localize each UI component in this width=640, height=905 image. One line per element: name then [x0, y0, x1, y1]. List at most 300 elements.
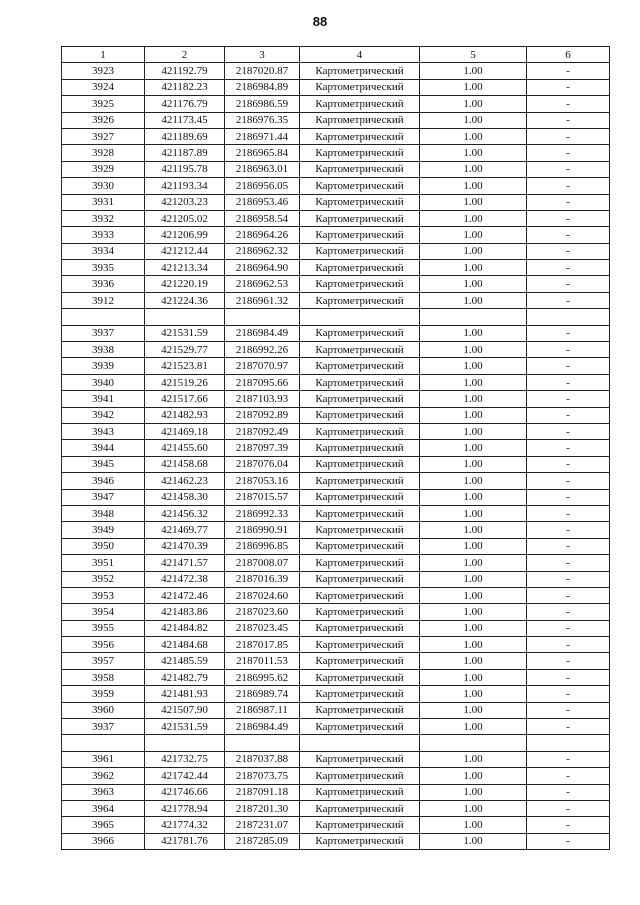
y-coordinate-cell: 2186964.90 — [225, 260, 300, 276]
table-row — [62, 456, 610, 472]
x-coordinate-cell: 421482.93 — [145, 407, 225, 423]
method-cell: Картометрический — [300, 407, 420, 423]
accuracy-cell: 1.00 — [420, 391, 527, 407]
table-row — [62, 620, 610, 636]
y-coordinate-cell: 2187091.18 — [225, 784, 300, 800]
method-cell: Картометрический — [300, 571, 420, 587]
table-header-row — [62, 47, 610, 63]
method-cell: Картометрический — [300, 227, 420, 243]
method-cell: Картометрический — [300, 161, 420, 177]
table-row — [62, 260, 610, 276]
empty-cell — [62, 735, 145, 751]
note-cell: - — [527, 522, 610, 538]
accuracy-cell: 1.00 — [420, 325, 527, 341]
empty-cell — [420, 309, 527, 325]
group-separator-row — [62, 735, 610, 751]
note-cell: - — [527, 702, 610, 718]
y-coordinate-cell: 2186984.49 — [225, 325, 300, 341]
point-number-cell: 3957 — [62, 653, 145, 669]
y-coordinate-cell: 2186984.49 — [225, 719, 300, 735]
note-cell: - — [527, 260, 610, 276]
method-cell: Картометрический — [300, 96, 420, 112]
point-number-cell: 3950 — [62, 538, 145, 554]
y-coordinate-cell: 2186992.26 — [225, 342, 300, 358]
note-cell: - — [527, 653, 610, 669]
y-coordinate-cell: 2186996.85 — [225, 538, 300, 554]
point-number-cell: 3959 — [62, 686, 145, 702]
method-cell: Картометрический — [300, 833, 420, 849]
y-coordinate-cell: 2186962.32 — [225, 243, 300, 259]
method-cell: Картометрический — [300, 292, 420, 308]
point-number-cell: 3966 — [62, 833, 145, 849]
point-number-cell: 3932 — [62, 210, 145, 226]
x-coordinate-cell: 421485.59 — [145, 653, 225, 669]
method-cell: Картометрический — [300, 768, 420, 784]
method-cell: Картометрический — [300, 276, 420, 292]
empty-cell — [420, 735, 527, 751]
table-row — [62, 178, 610, 194]
method-cell: Картометрический — [300, 751, 420, 767]
y-coordinate-cell: 2187020.87 — [225, 63, 300, 79]
column-header: 3 — [225, 47, 300, 63]
y-coordinate-cell: 2187231.07 — [225, 817, 300, 833]
note-cell: - — [527, 161, 610, 177]
empty-cell — [145, 309, 225, 325]
x-coordinate-cell: 421192.79 — [145, 63, 225, 79]
y-coordinate-cell: 2187024.60 — [225, 587, 300, 603]
empty-cell — [225, 309, 300, 325]
table-row — [62, 555, 610, 571]
column-header: 2 — [145, 47, 225, 63]
y-coordinate-cell: 2186984.89 — [225, 79, 300, 95]
x-coordinate-cell: 421507.90 — [145, 702, 225, 718]
x-coordinate-cell: 421455.60 — [145, 440, 225, 456]
point-number-cell: 3923 — [62, 63, 145, 79]
x-coordinate-cell: 421176.79 — [145, 96, 225, 112]
method-cell: Картометрический — [300, 653, 420, 669]
group-separator-row — [62, 309, 610, 325]
method-cell: Картометрический — [300, 719, 420, 735]
y-coordinate-cell: 2187023.60 — [225, 604, 300, 620]
accuracy-cell: 1.00 — [420, 784, 527, 800]
table-row — [62, 669, 610, 685]
method-cell: Картометрический — [300, 260, 420, 276]
point-number-cell: 3927 — [62, 128, 145, 144]
x-coordinate-cell: 421774.32 — [145, 817, 225, 833]
point-number-cell: 3926 — [62, 112, 145, 128]
accuracy-cell: 1.00 — [420, 440, 527, 456]
note-cell: - — [527, 768, 610, 784]
y-coordinate-cell: 2187201.30 — [225, 800, 300, 816]
table-row — [62, 145, 610, 161]
method-cell: Картометрический — [300, 325, 420, 341]
note-cell: - — [527, 751, 610, 767]
table-row — [62, 423, 610, 439]
note-cell: - — [527, 178, 610, 194]
table-row — [62, 817, 610, 833]
note-cell: - — [527, 243, 610, 259]
accuracy-cell: 1.00 — [420, 686, 527, 702]
note-cell: - — [527, 79, 610, 95]
method-cell: Картометрический — [300, 358, 420, 374]
accuracy-cell: 1.00 — [420, 243, 527, 259]
x-coordinate-cell: 421742.44 — [145, 768, 225, 784]
method-cell: Картометрический — [300, 423, 420, 439]
x-coordinate-cell: 421187.89 — [145, 145, 225, 161]
point-number-cell: 3947 — [62, 489, 145, 505]
accuracy-cell: 1.00 — [420, 178, 527, 194]
point-number-cell: 3964 — [62, 800, 145, 816]
point-number-cell: 3961 — [62, 751, 145, 767]
table-row — [62, 538, 610, 554]
y-coordinate-cell: 2186990.91 — [225, 522, 300, 538]
table-row — [62, 374, 610, 390]
point-number-cell: 3940 — [62, 374, 145, 390]
point-number-cell: 3963 — [62, 784, 145, 800]
point-number-cell: 3954 — [62, 604, 145, 620]
method-cell: Картометрический — [300, 538, 420, 554]
x-coordinate-cell: 421213.34 — [145, 260, 225, 276]
accuracy-cell: 1.00 — [420, 505, 527, 521]
y-coordinate-cell: 2187053.16 — [225, 473, 300, 489]
accuracy-cell: 1.00 — [420, 620, 527, 636]
table-row — [62, 128, 610, 144]
x-coordinate-cell: 421458.30 — [145, 489, 225, 505]
table-row — [62, 440, 610, 456]
x-coordinate-cell: 421224.36 — [145, 292, 225, 308]
note-cell: - — [527, 637, 610, 653]
method-cell: Картометрический — [300, 440, 420, 456]
column-header: 5 — [420, 47, 527, 63]
note-cell: - — [527, 620, 610, 636]
table-row — [62, 686, 610, 702]
note-cell: - — [527, 63, 610, 79]
x-coordinate-cell: 421206.99 — [145, 227, 225, 243]
point-number-cell: 3941 — [62, 391, 145, 407]
y-coordinate-cell: 2187008.07 — [225, 555, 300, 571]
y-coordinate-cell: 2187037.88 — [225, 751, 300, 767]
table-row — [62, 833, 610, 849]
point-number-cell: 3960 — [62, 702, 145, 718]
table-row — [62, 161, 610, 177]
x-coordinate-cell: 421517.66 — [145, 391, 225, 407]
y-coordinate-cell: 2187103.93 — [225, 391, 300, 407]
y-coordinate-cell: 2187095.66 — [225, 374, 300, 390]
method-cell: Картометрический — [300, 128, 420, 144]
accuracy-cell: 1.00 — [420, 374, 527, 390]
column-header: 4 — [300, 47, 420, 63]
empty-cell — [145, 735, 225, 751]
x-coordinate-cell: 421458.68 — [145, 456, 225, 472]
accuracy-cell: 1.00 — [420, 473, 527, 489]
y-coordinate-cell: 2187097.39 — [225, 440, 300, 456]
y-coordinate-cell: 2187092.49 — [225, 423, 300, 439]
accuracy-cell: 1.00 — [420, 522, 527, 538]
empty-cell — [225, 735, 300, 751]
note-cell: - — [527, 342, 610, 358]
point-number-cell: 3934 — [62, 243, 145, 259]
table-row — [62, 604, 610, 620]
table-row — [62, 79, 610, 95]
x-coordinate-cell: 421472.46 — [145, 587, 225, 603]
point-number-cell: 3962 — [62, 768, 145, 784]
point-number-cell: 3938 — [62, 342, 145, 358]
accuracy-cell: 1.00 — [420, 63, 527, 79]
point-number-cell: 3949 — [62, 522, 145, 538]
table-row — [62, 227, 610, 243]
method-cell: Картометрический — [300, 210, 420, 226]
method-cell: Картометрический — [300, 669, 420, 685]
point-number-cell: 3937 — [62, 719, 145, 735]
table-row — [62, 571, 610, 587]
note-cell: - — [527, 128, 610, 144]
accuracy-cell: 1.00 — [420, 702, 527, 718]
table-row — [62, 358, 610, 374]
y-coordinate-cell: 2187023.45 — [225, 620, 300, 636]
y-coordinate-cell: 2186953.46 — [225, 194, 300, 210]
accuracy-cell: 1.00 — [420, 128, 527, 144]
x-coordinate-cell: 421205.02 — [145, 210, 225, 226]
point-number-cell: 3933 — [62, 227, 145, 243]
point-number-cell: 3930 — [62, 178, 145, 194]
x-coordinate-cell: 421531.59 — [145, 325, 225, 341]
x-coordinate-cell: 421484.68 — [145, 637, 225, 653]
y-coordinate-cell: 2186971.44 — [225, 128, 300, 144]
note-cell: - — [527, 456, 610, 472]
accuracy-cell: 1.00 — [420, 145, 527, 161]
note-cell: - — [527, 374, 610, 390]
y-coordinate-cell: 2186961.32 — [225, 292, 300, 308]
accuracy-cell: 1.00 — [420, 669, 527, 685]
note-cell: - — [527, 817, 610, 833]
empty-cell — [300, 735, 420, 751]
accuracy-cell: 1.00 — [420, 456, 527, 472]
table-row — [62, 751, 610, 767]
x-coordinate-cell: 421746.66 — [145, 784, 225, 800]
method-cell: Картометрический — [300, 702, 420, 718]
note-cell: - — [527, 800, 610, 816]
note-cell: - — [527, 686, 610, 702]
method-cell: Картометрический — [300, 342, 420, 358]
method-cell: Картометрический — [300, 800, 420, 816]
table-row — [62, 522, 610, 538]
note-cell: - — [527, 587, 610, 603]
note-cell: - — [527, 440, 610, 456]
table-row — [62, 210, 610, 226]
table-row — [62, 325, 610, 341]
table-row — [62, 800, 610, 816]
accuracy-cell: 1.00 — [420, 571, 527, 587]
table-row — [62, 702, 610, 718]
table-body — [62, 63, 610, 850]
point-number-cell: 3937 — [62, 325, 145, 341]
point-number-cell: 3946 — [62, 473, 145, 489]
table-row — [62, 473, 610, 489]
note-cell: - — [527, 145, 610, 161]
note-cell: - — [527, 571, 610, 587]
accuracy-cell: 1.00 — [420, 358, 527, 374]
x-coordinate-cell: 421519.26 — [145, 374, 225, 390]
table-row — [62, 112, 610, 128]
y-coordinate-cell: 2187092.89 — [225, 407, 300, 423]
point-number-cell: 3939 — [62, 358, 145, 374]
method-cell: Картометрический — [300, 505, 420, 521]
x-coordinate-cell: 421531.59 — [145, 719, 225, 735]
x-coordinate-cell: 421481.93 — [145, 686, 225, 702]
table-row — [62, 63, 610, 79]
point-number-cell: 3943 — [62, 423, 145, 439]
method-cell: Картометрический — [300, 456, 420, 472]
y-coordinate-cell: 2186992.33 — [225, 505, 300, 521]
note-cell: - — [527, 719, 610, 735]
x-coordinate-cell: 421220.19 — [145, 276, 225, 292]
note-cell: - — [527, 604, 610, 620]
accuracy-cell: 1.00 — [420, 653, 527, 669]
x-coordinate-cell: 421732.75 — [145, 751, 225, 767]
accuracy-cell: 1.00 — [420, 227, 527, 243]
note-cell: - — [527, 669, 610, 685]
accuracy-cell: 1.00 — [420, 194, 527, 210]
point-number-cell: 3929 — [62, 161, 145, 177]
x-coordinate-cell: 421523.81 — [145, 358, 225, 374]
method-cell: Картометрический — [300, 555, 420, 571]
accuracy-cell: 1.00 — [420, 751, 527, 767]
x-coordinate-cell: 421529.77 — [145, 342, 225, 358]
note-cell: - — [527, 210, 610, 226]
table-row — [62, 96, 610, 112]
note-cell: - — [527, 292, 610, 308]
method-cell: Картометрический — [300, 178, 420, 194]
point-number-cell: 3925 — [62, 96, 145, 112]
point-number-cell: 3944 — [62, 440, 145, 456]
point-number-cell: 3945 — [62, 456, 145, 472]
y-coordinate-cell: 2186989.74 — [225, 686, 300, 702]
point-number-cell: 3936 — [62, 276, 145, 292]
x-coordinate-cell: 421212.44 — [145, 243, 225, 259]
point-number-cell: 3965 — [62, 817, 145, 833]
method-cell: Картометрический — [300, 587, 420, 603]
y-coordinate-cell: 2187016.39 — [225, 571, 300, 587]
table-row — [62, 653, 610, 669]
empty-cell — [527, 735, 610, 751]
column-header: 6 — [527, 47, 610, 63]
x-coordinate-cell: 421471.57 — [145, 555, 225, 571]
x-coordinate-cell: 421778.94 — [145, 800, 225, 816]
method-cell: Картометрический — [300, 637, 420, 653]
method-cell: Картометрический — [300, 784, 420, 800]
table-row — [62, 407, 610, 423]
table-row — [62, 784, 610, 800]
table-row — [62, 587, 610, 603]
accuracy-cell: 1.00 — [420, 637, 527, 653]
method-cell: Картометрический — [300, 489, 420, 505]
x-coordinate-cell: 421469.18 — [145, 423, 225, 439]
table-row — [62, 768, 610, 784]
y-coordinate-cell: 2186986.59 — [225, 96, 300, 112]
method-cell: Картометрический — [300, 112, 420, 128]
method-cell: Картометрический — [300, 79, 420, 95]
note-cell: - — [527, 555, 610, 571]
accuracy-cell: 1.00 — [420, 161, 527, 177]
point-number-cell: 3942 — [62, 407, 145, 423]
note-cell: - — [527, 784, 610, 800]
point-number-cell: 3953 — [62, 587, 145, 603]
point-number-cell: 3912 — [62, 292, 145, 308]
empty-cell — [300, 309, 420, 325]
table-row — [62, 391, 610, 407]
table-row — [62, 505, 610, 521]
method-cell: Картометрический — [300, 473, 420, 489]
y-coordinate-cell: 2186987.11 — [225, 702, 300, 718]
note-cell: - — [527, 276, 610, 292]
point-number-cell: 3958 — [62, 669, 145, 685]
table-row — [62, 243, 610, 259]
y-coordinate-cell: 2186995.62 — [225, 669, 300, 685]
y-coordinate-cell: 2187015.57 — [225, 489, 300, 505]
point-number-cell: 3952 — [62, 571, 145, 587]
accuracy-cell: 1.00 — [420, 260, 527, 276]
method-cell: Картометрический — [300, 243, 420, 259]
y-coordinate-cell: 2187070.97 — [225, 358, 300, 374]
note-cell: - — [527, 112, 610, 128]
accuracy-cell: 1.00 — [420, 342, 527, 358]
method-cell: Картометрический — [300, 620, 420, 636]
y-coordinate-cell: 2186963.01 — [225, 161, 300, 177]
x-coordinate-cell: 421189.69 — [145, 128, 225, 144]
point-number-cell: 3935 — [62, 260, 145, 276]
accuracy-cell: 1.00 — [420, 423, 527, 439]
point-number-cell: 3951 — [62, 555, 145, 571]
table-row — [62, 292, 610, 308]
table-row — [62, 194, 610, 210]
accuracy-cell: 1.00 — [420, 96, 527, 112]
note-cell: - — [527, 538, 610, 554]
accuracy-cell: 1.00 — [420, 833, 527, 849]
method-cell: Картометрический — [300, 686, 420, 702]
accuracy-cell: 1.00 — [420, 489, 527, 505]
y-coordinate-cell: 2187285.09 — [225, 833, 300, 849]
x-coordinate-cell: 421483.86 — [145, 604, 225, 620]
note-cell: - — [527, 194, 610, 210]
y-coordinate-cell: 2187017.85 — [225, 637, 300, 653]
table-row — [62, 637, 610, 653]
method-cell: Картометрический — [300, 63, 420, 79]
x-coordinate-cell: 421472.38 — [145, 571, 225, 587]
y-coordinate-cell: 2186965.84 — [225, 145, 300, 161]
point-number-cell: 3955 — [62, 620, 145, 636]
x-coordinate-cell: 421781.76 — [145, 833, 225, 849]
column-header: 1 — [62, 47, 145, 63]
y-coordinate-cell: 2186956.05 — [225, 178, 300, 194]
accuracy-cell: 1.00 — [420, 800, 527, 816]
y-coordinate-cell: 2187011.53 — [225, 653, 300, 669]
x-coordinate-cell: 421203.23 — [145, 194, 225, 210]
table-row — [62, 489, 610, 505]
accuracy-cell: 1.00 — [420, 538, 527, 554]
note-cell: - — [527, 505, 610, 521]
note-cell: - — [527, 391, 610, 407]
accuracy-cell: 1.00 — [420, 112, 527, 128]
x-coordinate-cell: 421193.34 — [145, 178, 225, 194]
accuracy-cell: 1.00 — [420, 79, 527, 95]
table-row — [62, 342, 610, 358]
accuracy-cell: 1.00 — [420, 768, 527, 784]
method-cell: Картометрический — [300, 374, 420, 390]
y-coordinate-cell: 2187073.75 — [225, 768, 300, 784]
accuracy-cell: 1.00 — [420, 407, 527, 423]
note-cell: - — [527, 96, 610, 112]
note-cell: - — [527, 227, 610, 243]
